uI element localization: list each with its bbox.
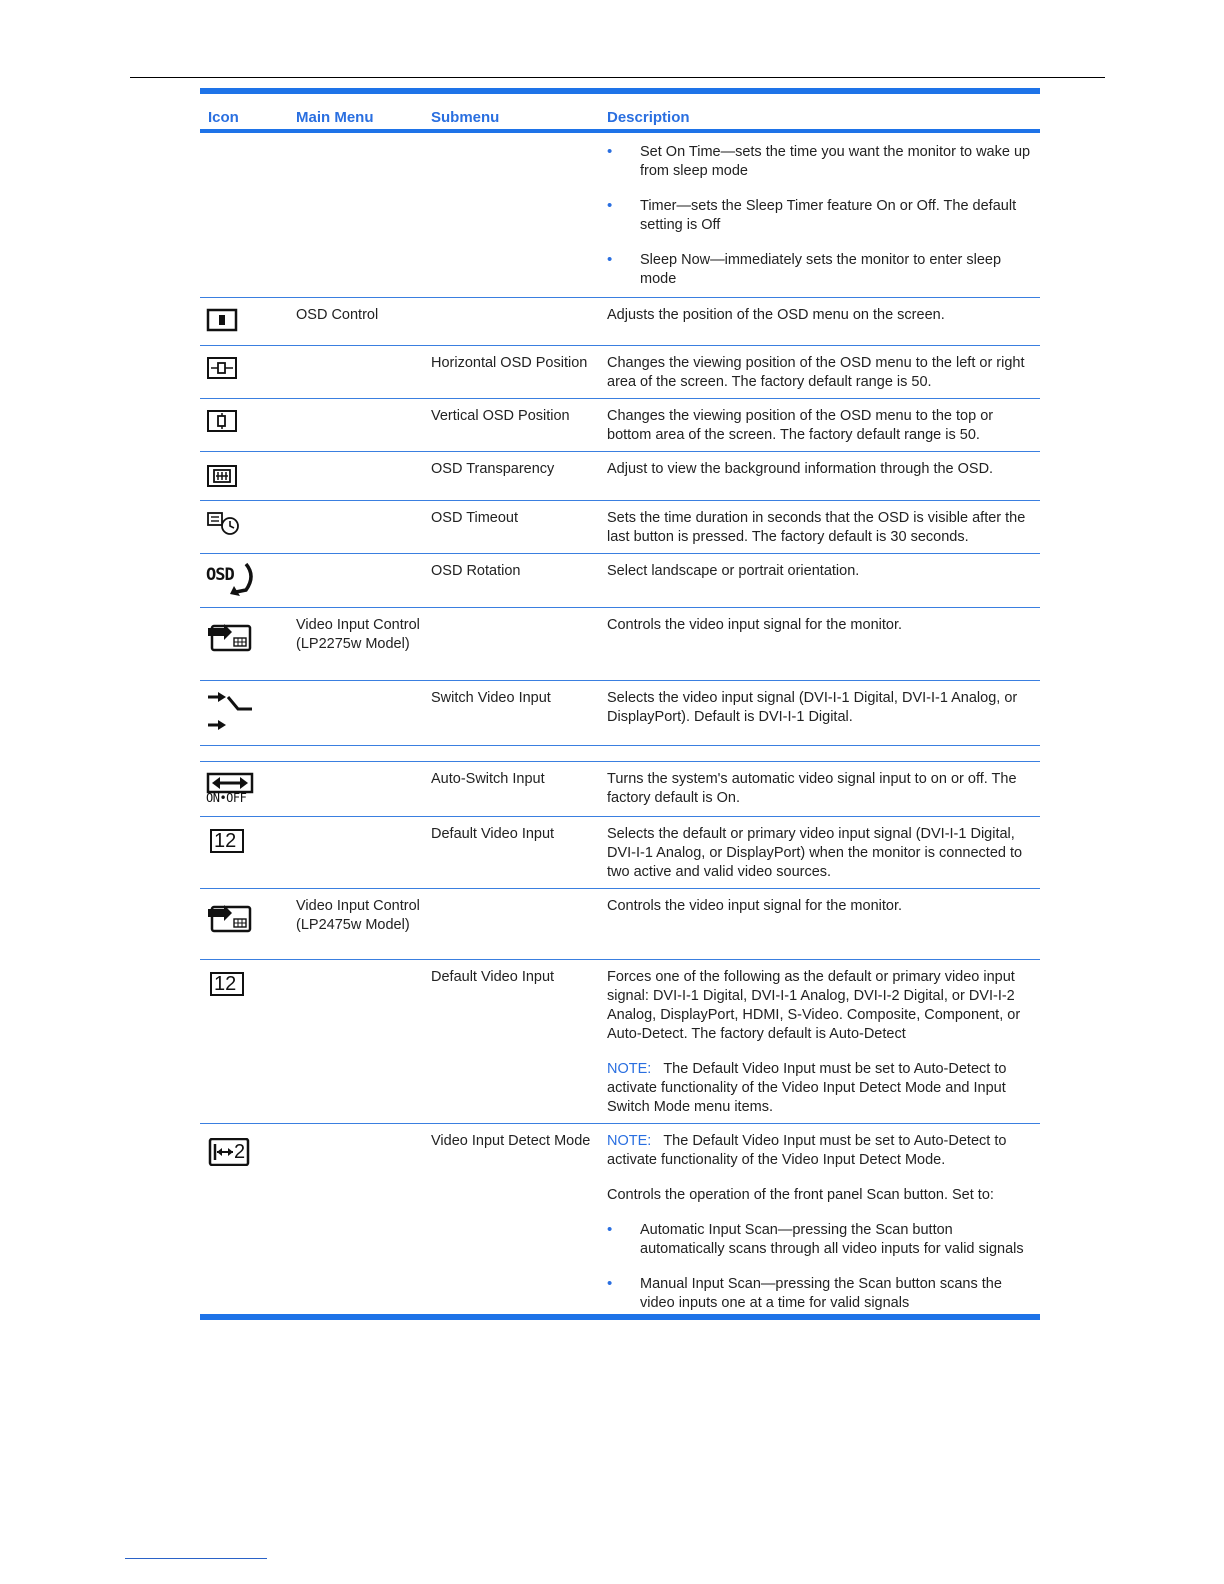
note-label: NOTE: (607, 1061, 652, 1077)
video-input-detect-mode-icon-text: 2 (234, 1141, 246, 1163)
main-menu-video-input-control-lp2475w: Video Input Control (LP2475w Model) (296, 898, 420, 933)
bullet-set-on-time: • Set On Time—sets the time you want the monitor to wake up from sleep mode (607, 143, 1037, 181)
footer-rule (125, 1558, 267, 1559)
bullet-manual-input-scan: • Manual Input Scan—pressing the Scan button scans the video inputs one at a time for valid signals (607, 1275, 1037, 1313)
description-cell: Changes the viewing position of the OSD menu to the left or right area of the screen. The factory default range is 50. (607, 355, 1025, 390)
description-text: Controls the operation of the front panel Scan button. Set to: (607, 1187, 994, 1203)
main-menu-osd-control: OSD Control (296, 307, 379, 323)
horizontal-osd-position-icon (206, 356, 238, 380)
table-row (200, 298, 1040, 346)
table-row (200, 501, 1040, 554)
header-submenu: Submenu (431, 109, 500, 126)
submenu-video-input-detect-mode: Video Input Detect Mode (431, 1133, 591, 1149)
page-header-rule (130, 77, 1105, 78)
header-description: Description (607, 109, 690, 126)
table-row (200, 399, 1040, 452)
switch-video-input-icon (206, 689, 256, 735)
table-row (200, 346, 1040, 399)
description-cell (607, 968, 1037, 1117)
description-cell: Selects the video input signal (DVI-I-1 Digital, DVI-I-1 Analog, or DisplayPort). Default is DVI-I-1 Digital. (607, 690, 1018, 725)
table-row (200, 762, 1040, 817)
video-input-detect-mode-icon (206, 1138, 250, 1166)
table-row (200, 608, 1040, 681)
submenu-osd-rotation: OSD Rotation (431, 563, 521, 579)
table-bottom-bar (200, 1314, 1040, 1320)
default-video-input-icon-text: 12 (214, 830, 237, 852)
default-video-input-icon-text: 12 (214, 973, 237, 995)
osd-timeout-icon (206, 511, 242, 537)
osd-control-icon (206, 308, 238, 332)
header-icon: Icon (208, 109, 239, 126)
description-cell: Turns the system's automatic video signal input to on or off. The factory default is On. (607, 771, 1017, 806)
submenu-auto-switch-input: Auto-Switch Input (431, 771, 545, 787)
video-input-control-icon (206, 901, 252, 933)
osd-rotation-icon (206, 560, 258, 600)
bullet-automatic-input-scan: • Automatic Input Scan—pressing the Scan button automatically scans through all video inputs for valid signals (607, 1221, 1037, 1259)
description-text: Forces one of the following as the default or primary video input signal: DVI-I-1 Digital, DVI-I-1 Analog, DVI-I-2 Digital, or DVI-I-2 Analog, DisplayPort, HDMI, S-Video. Composite, Component, or Auto-Detect. The factory default is Auto-Detect (607, 969, 1021, 1042)
main-menu-video-input-control-lp2275w: Video Input Control (LP2275w Model) (296, 617, 420, 652)
table-row (200, 133, 1040, 298)
video-input-control-icon (206, 620, 252, 652)
description-cell: Selects the default or primary video input signal (DVI-I-1 Digital, DVI-I-1 Analog, or DisplayPort) when the monitor is connected to two active and valid video sources. (607, 826, 1023, 880)
description-cell (607, 143, 1037, 289)
description-cell (607, 1132, 1037, 1313)
note-block (607, 1132, 1037, 1170)
note-text: The Default Video Input must be set to Auto-Detect to activate functionality of the Video Input Detect Mode. (607, 1133, 1007, 1168)
auto-switch-input-icon (206, 772, 256, 808)
submenu-default-video-input: Default Video Input (431, 969, 555, 985)
header-main-menu: Main Menu (296, 109, 374, 126)
description-cell: Select landscape or portrait orientation. (607, 563, 860, 579)
table-row (200, 452, 1040, 501)
osd-transparency-icon (206, 464, 238, 488)
default-video-input-icon (206, 829, 246, 857)
submenu-switch-video-input: Switch Video Input (431, 690, 551, 706)
vertical-osd-position-icon (206, 409, 238, 433)
note-label: NOTE: (607, 1133, 652, 1149)
table-row (200, 889, 1040, 960)
bullet-sleep-now: • Sleep Now—immediately sets the monitor to enter sleep mode (607, 251, 1037, 289)
auto-switch-icon-text: ON•OFF (206, 791, 247, 805)
note-block (607, 1060, 1037, 1117)
default-video-input-icon (206, 972, 246, 1000)
description-cell: Adjusts the position of the OSD menu on the screen. (607, 307, 945, 323)
table-row (200, 681, 1040, 746)
table-row-spacer (200, 746, 1040, 762)
description-cell: Changes the viewing position of the OSD menu to the top or bottom area of the screen. The factory default range is 50. (607, 408, 994, 443)
table-row (200, 1124, 1040, 1314)
submenu-default-video-input: Default Video Input (431, 826, 555, 842)
osd-rotation-icon-text: OSD (206, 565, 234, 585)
table-row (200, 817, 1040, 889)
description-cell: Adjust to view the background information through the OSD. (607, 461, 994, 477)
description-cell: Controls the video input signal for the monitor. (607, 617, 902, 633)
note-text: The Default Video Input must be set to Auto-Detect to activate functionality of the Video Input Detect Mode and Input Switch Mode menu items. (607, 1061, 1007, 1115)
description-cell: Controls the video input signal for the monitor. (607, 898, 902, 914)
bullet-timer: • Timer—sets the Sleep Timer feature On or Off. The default setting is Off (607, 197, 1037, 235)
submenu-osd-timeout: OSD Timeout (431, 510, 519, 526)
table-header (200, 94, 1040, 133)
table-row (200, 554, 1040, 608)
description-cell: Sets the time duration in seconds that the OSD is visible after the last button is pressed. The factory default is 30 seconds. (607, 510, 1026, 545)
submenu-horizontal-osd-position: Horizontal OSD Position (431, 355, 588, 371)
table-row (200, 960, 1040, 1124)
submenu-vertical-osd-position: Vertical OSD Position (431, 408, 570, 424)
osd-menu-table (200, 88, 1040, 1320)
submenu-osd-transparency: OSD Transparency (431, 461, 555, 477)
